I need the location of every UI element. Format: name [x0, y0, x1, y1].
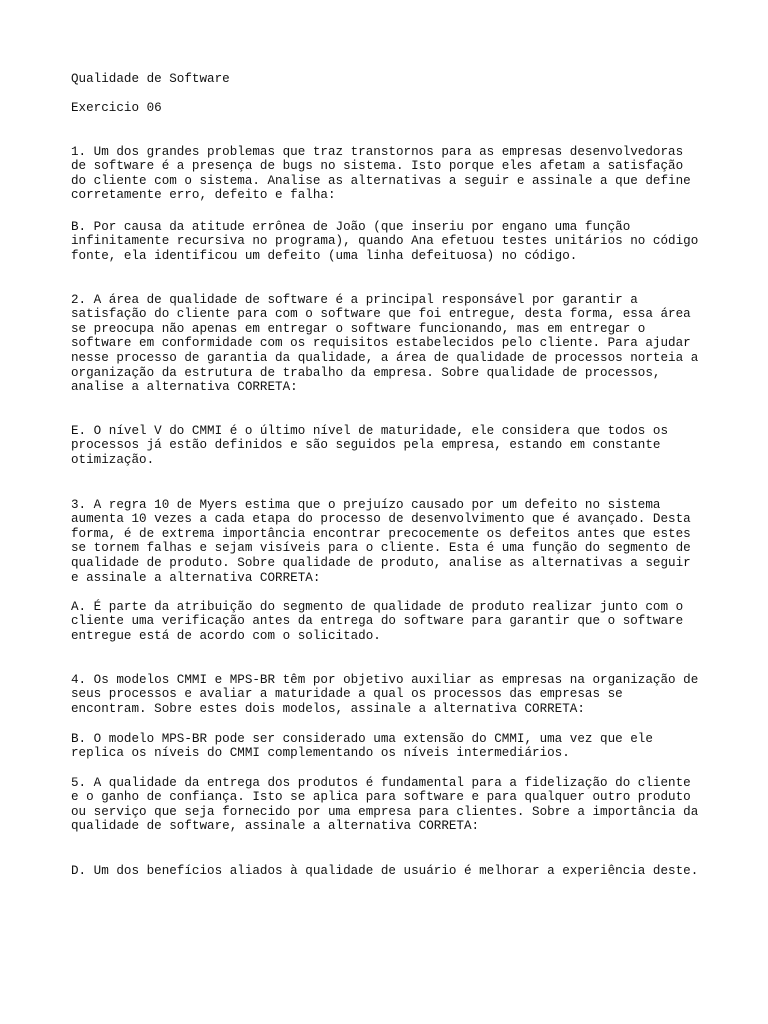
text-line: nesse processo de garantia da qualidade, a área de qualidade de processos norteia a [71, 350, 699, 365]
text-line: 1. Um dos grandes problemas que traz transtornos para as empresas desenvolvedoras [71, 144, 684, 159]
document-title: Qualidade de Software [71, 72, 230, 86]
text-line: forma, é de extrema importância encontrar precocemente os defeitos antes que estes [71, 526, 691, 541]
text-line: cliente uma verificação antes da entrega do software para garantir que o software [71, 614, 684, 629]
text-line: fonte, ela identificou um defeito (uma linha defeituosa) no código. [71, 248, 578, 263]
text-line: infinitamente recursiva no programa), quando Ana efetuou testes unitários no código [71, 234, 699, 249]
text-line: se tornem falhas e sejam visíveis para o cliente. Esta é uma função do segmento de [71, 541, 691, 556]
text-line: qualidade de produto. Sobre qualidade de produto, analise as alternativas a seguir [71, 555, 691, 570]
text-line: otimização. [71, 452, 155, 467]
text-line: processos já estão definidos e são seguidos pela empresa, estando em constante [71, 438, 661, 453]
text-line: seus processos e avaliar a maturidade a qual os processos das empresas se [71, 687, 623, 702]
text-line: replica os níveis do CMMI complementando os níveis intermediários. [71, 746, 570, 761]
text-line: D. Um dos benefícios aliados à qualidade de usuário é melhorar a experiência deste. [71, 863, 699, 878]
text-line: 2. A área de qualidade de software é a principal responsável por garantir a [71, 292, 638, 307]
text-line: encontram. Sobre estes dois modelos, assinale a alternativa CORRETA: [71, 701, 585, 716]
text-line: se preocupa não apenas em entregar o software funcionando, mas em entregar o [71, 321, 646, 336]
text-line: satisfação do cliente para com o software que foi entregue, desta forma, essa área [71, 307, 691, 322]
text-line: 5. A qualidade da entrega dos produtos é fundamental para a fidelização do cliente [71, 775, 691, 790]
text-line: e assinale a alternativa CORRETA: [71, 570, 321, 585]
question-3 [71, 483, 691, 585]
text-line: 3. A regra 10 de Myers estima que o prejuízo causado por um defeito no sistema [71, 497, 661, 512]
exercise-subtitle: Exercicio 06 [71, 101, 162, 115]
text-line: de software é a presença de bugs no sistema. Isto porque eles afetam a satisfação [71, 159, 684, 174]
text-line: corretamente erro, defeito e falha: [71, 188, 336, 203]
question-5 [71, 761, 698, 834]
text-line: analise a alternativa CORRETA: [71, 380, 298, 395]
text-line: B. Por causa da atitude errônea de João (que inseriu por engano uma função [71, 219, 631, 234]
answer-1 [71, 205, 698, 263]
question-4 [71, 658, 698, 716]
text-line: do cliente com o sistema. Analise as alternativas a seguir e assinale a que define [71, 173, 691, 188]
answer-5 [71, 849, 698, 878]
text-line: B. O modelo MPS-BR pode ser considerado uma extensão do CMMI, uma vez que ele [71, 731, 653, 746]
text-line: aumenta 10 vezes a cada etapa do processo de desenvolvimento que é avançado. Desta [71, 512, 691, 527]
answer-3 [71, 585, 683, 643]
text-line: organização da estrutura de trabalho da empresa. Sobre qualidade de processos, [71, 365, 661, 380]
text-line: software em conformidade com os requisitos estabelecidos pelo cliente. Para ajudar [71, 336, 691, 351]
text-line: e o ganho de confiança. Isto se aplica para software e para qualquer outro produto [71, 790, 691, 805]
text-line: 4. Os modelos CMMI e MPS-BR têm por objetivo auxiliar as empresas na organização de [71, 672, 699, 687]
answer-2 [71, 409, 668, 467]
text-line: A. É parte da atribuição do segmento de qualidade de produto realizar junto com o [71, 599, 684, 614]
text-line: entregue está de acordo com o solicitado. [71, 628, 381, 643]
text-line: qualidade de software, assinale a alternativa CORRETA: [71, 819, 480, 834]
question-1 [71, 130, 691, 203]
question-2 [71, 278, 698, 395]
text-line: ou serviço que seja fornecido por uma empresa para clientes. Sobre a importância da [71, 804, 699, 819]
answer-4 [71, 717, 653, 761]
text-line: E. O nível V do CMMI é o último nível de maturidade, ele considera que todos os [71, 423, 669, 438]
